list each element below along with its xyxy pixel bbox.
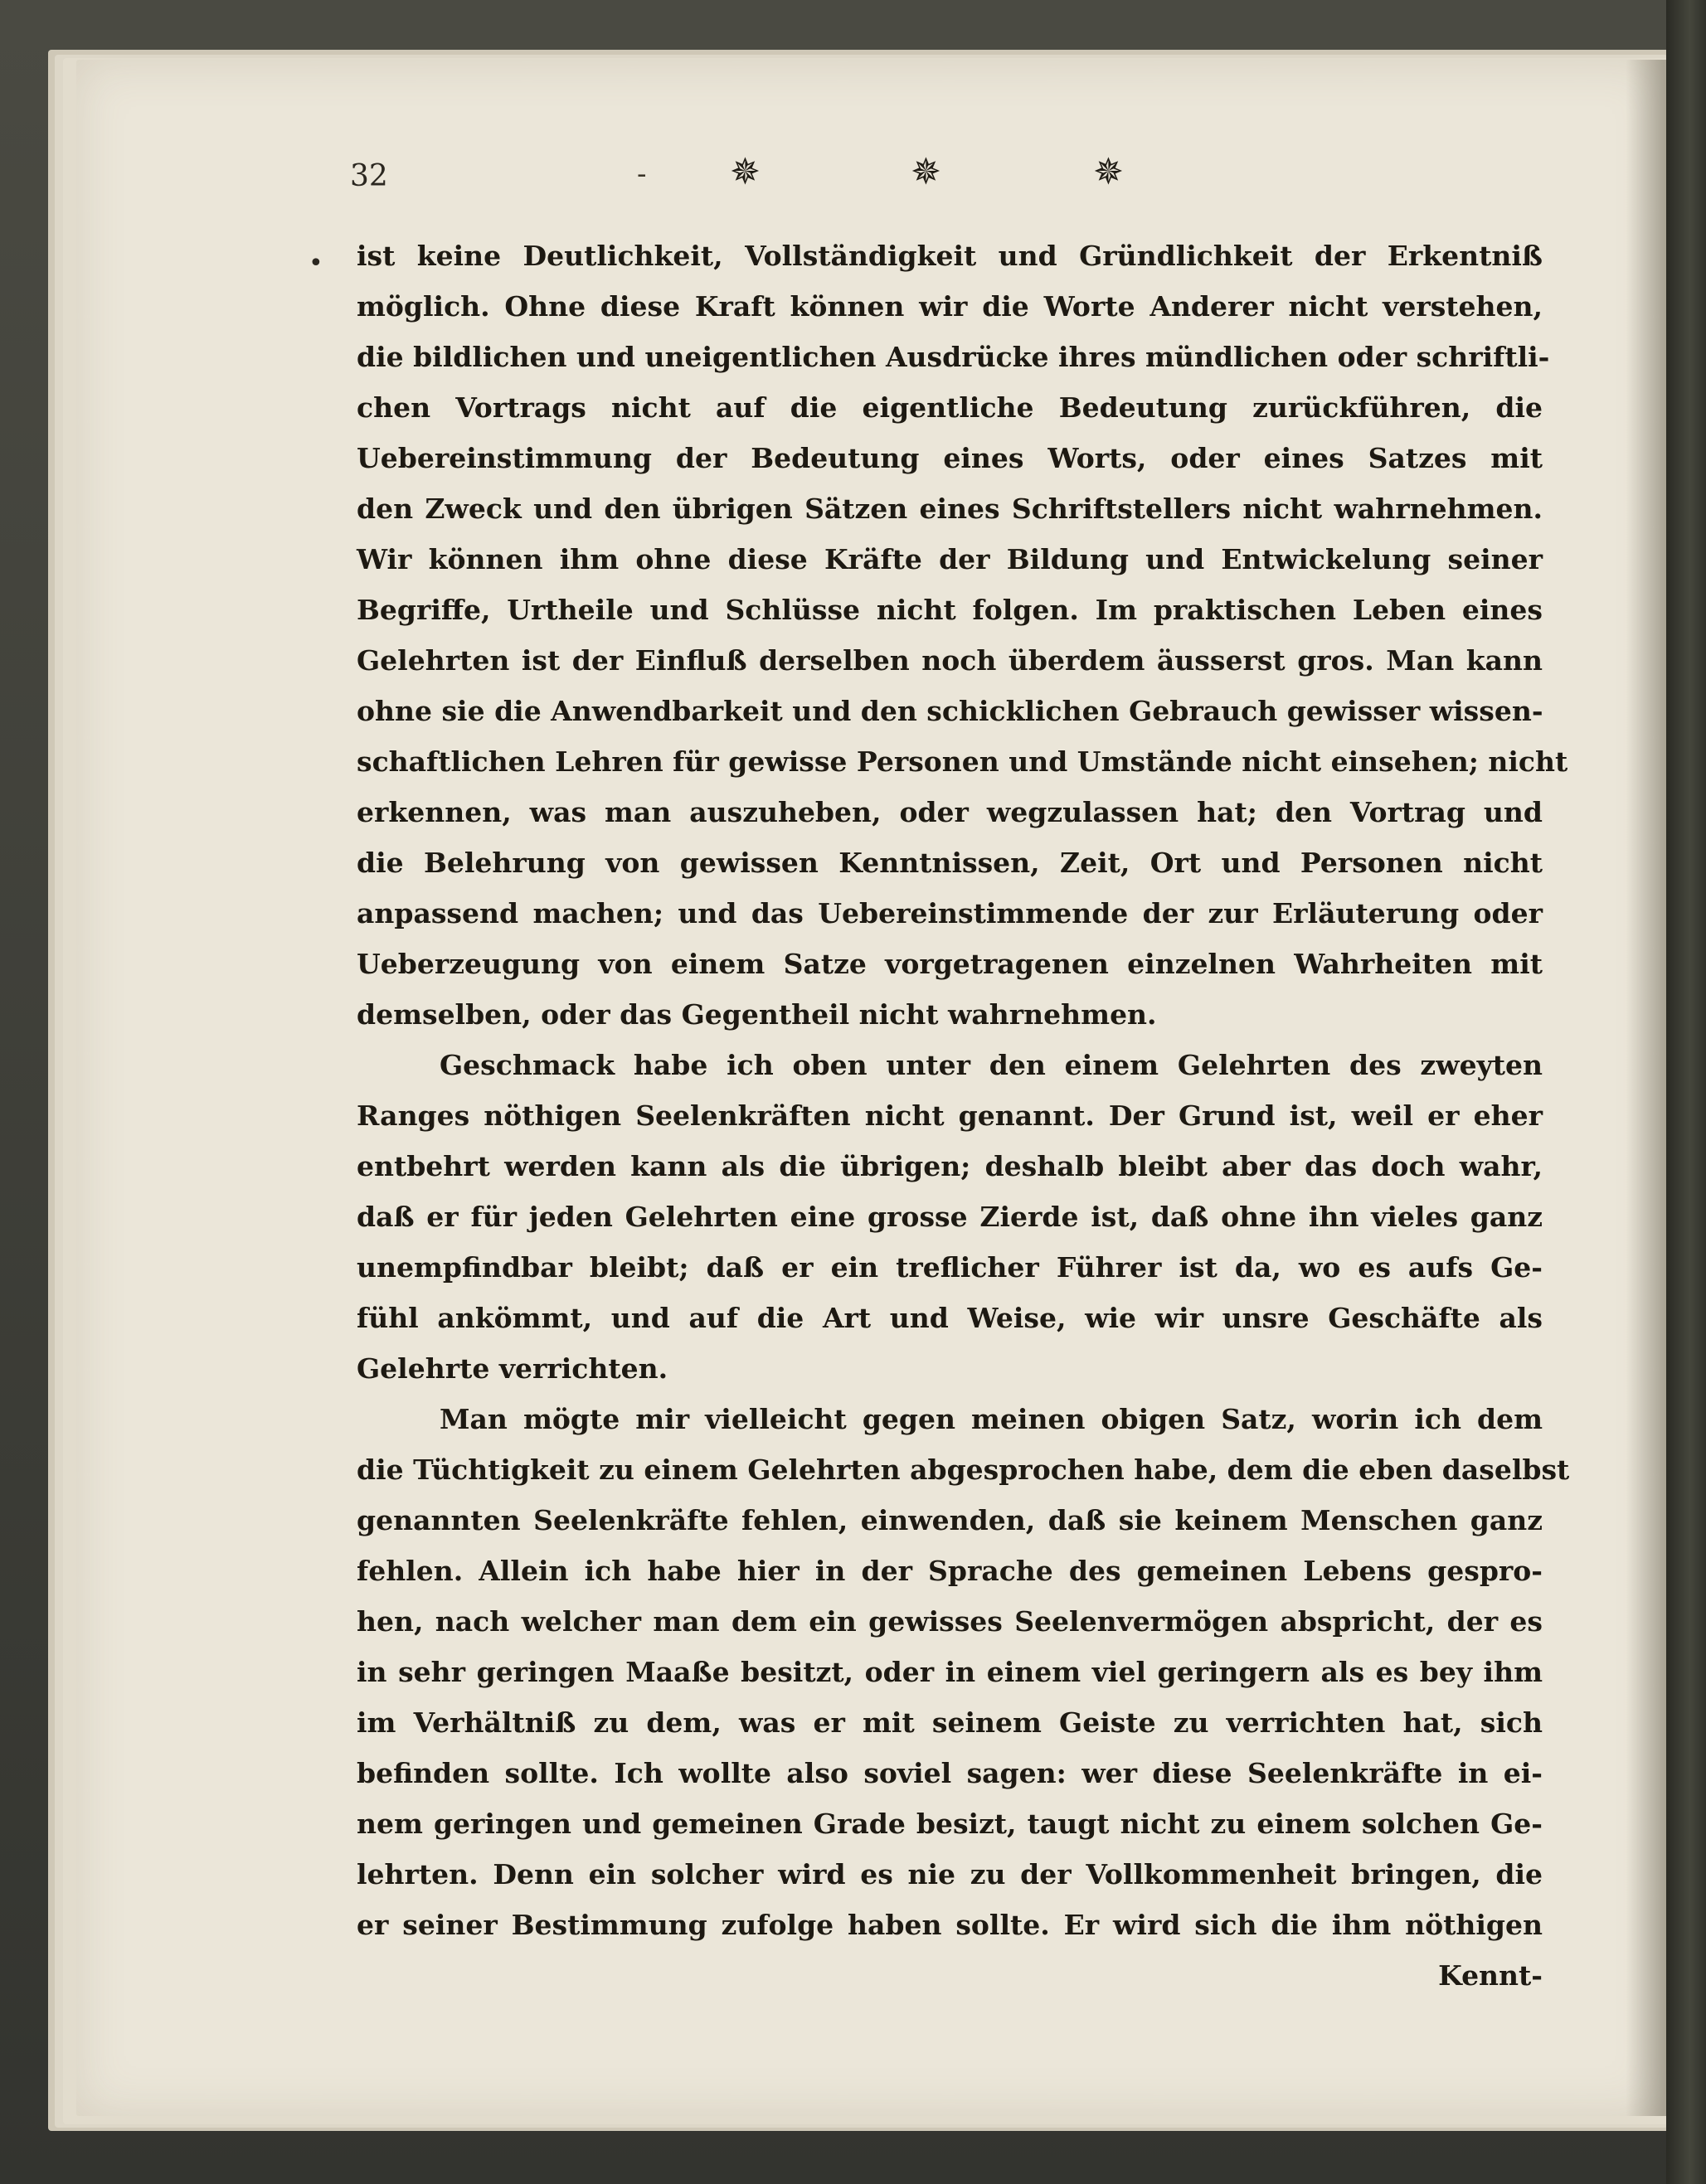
text-line: die bildlichen und uneigentlichen Ausdrücke ihres mündlichen oder schriftli- bbox=[357, 341, 1550, 373]
margin-mark: • bbox=[309, 249, 323, 278]
text-line: fühl ankömmt, und auf die Art und Weise, wie wir unsre Geschäfte als bbox=[357, 1302, 1543, 1334]
ornament-icon: ✵ bbox=[911, 151, 941, 193]
text-line: lehrten. Denn ein solcher wird es nie zu der Vollkommenheit bringen, die bbox=[357, 1858, 1543, 1890]
book-spine bbox=[1666, 0, 1706, 2184]
text-line: die Belehrung von gewissen Kenntnissen, Zeit, Ort und Personen nicht bbox=[357, 847, 1543, 879]
text-line: ohne sie die Anwendbarkeit und den schicklichen Gebrauch gewisser wissen- bbox=[357, 695, 1543, 727]
binding-shadow bbox=[1626, 60, 1666, 2116]
ornament-icon: ✵ bbox=[1093, 151, 1124, 193]
text-line: entbehrt werden kann als die übrigen; deshalb bleibt aber das doch wahr, bbox=[357, 1150, 1543, 1182]
text-line: befinden sollte. Ich wollte also soviel sagen: wer diese Seelenkräfte in ei- bbox=[357, 1757, 1543, 1789]
text-line: chen Vortrags nicht auf die eigentliche Bedeutung zurückführen, die bbox=[357, 391, 1543, 424]
text-line: daß er für jeden Gelehrten eine grosse Zierde ist, daß ohne ihn vieles ganz bbox=[357, 1201, 1543, 1233]
text-line: er seiner Bestimmung zufolge haben sollte. Er wird sich die ihm nöthigen bbox=[357, 1909, 1543, 1941]
text-line: Geschmack habe ich oben unter den einem Gelehrten des zweyten bbox=[440, 1049, 1543, 1081]
text-line: Gelehrte verrichten. bbox=[357, 1352, 668, 1385]
text-line: die Tüchtigkeit zu einem Gelehrten abgesprochen habe, dem die eben daselbst bbox=[357, 1454, 1570, 1486]
text-line: den Zweck und den übrigen Sätzen eines Schriftstellers nicht wahrnehmen. bbox=[357, 493, 1543, 525]
header-dash: - bbox=[637, 158, 647, 191]
catchword: Kennt- bbox=[1438, 1959, 1543, 1992]
text-line: anpassend machen; und das Uebereinstimmende der zur Erläuterung oder bbox=[357, 897, 1543, 929]
text-line: möglich. Ohne diese Kraft können wir die Worte Anderer nicht verstehen, bbox=[357, 290, 1543, 323]
text-line: Uebereinstimmung der Bedeutung eines Worts, oder eines Satzes mit bbox=[357, 442, 1543, 474]
text-line: genannten Seelenkräfte fehlen, einwenden, daß sie keinem Menschen ganz bbox=[357, 1504, 1543, 1536]
text-line: unempfindbar bleibt; daß er ein treflicher Führer ist da, wo es aufs Ge- bbox=[357, 1251, 1543, 1284]
page-number: 32 bbox=[350, 159, 388, 193]
text-line: erkennen, was man auszuheben, oder wegzulassen hat; den Vortrag und bbox=[357, 796, 1543, 828]
text-line: Ueberzeugung von einem Satze vorgetragenen einzelnen Wahrheiten mit bbox=[357, 948, 1543, 980]
text-line: in sehr geringen Maaße besitzt, oder in einem viel geringern als es bey ihm bbox=[357, 1656, 1543, 1688]
body-text bbox=[357, 231, 1570, 2001]
text-line: im Verhältniß zu dem, was er mit seinem Geiste zu verrichten hat, sich bbox=[357, 1706, 1543, 1739]
text-line: nem geringen und gemeinen Grade besizt, taugt nicht zu einem solchen Ge- bbox=[357, 1808, 1543, 1840]
ornament-icon: ✵ bbox=[730, 151, 761, 193]
text-line: Man mögte mir vielleicht gegen meinen obigen Satz, worin ich dem bbox=[440, 1403, 1543, 1435]
text-line: fehlen. Allein ich habe hier in der Sprache des gemeinen Lebens gespro- bbox=[357, 1555, 1543, 1587]
text-line: Ranges nöthigen Seelenkräften nicht genannt. Der Grund ist, weil er eher bbox=[357, 1099, 1543, 1132]
text-line: demselben, oder das Gegentheil nicht wahrnehmen. bbox=[357, 998, 1157, 1031]
text-line: Begriffe, Urtheile und Schlüsse nicht folgen. Im praktischen Leben eines bbox=[357, 594, 1543, 626]
text-line: schaftlichen Lehren für gewisse Personen und Umstände nicht einsehen; nicht bbox=[357, 745, 1568, 778]
text-line: Gelehrten ist der Einfluß derselben noch überdem äusserst gros. Man kann bbox=[357, 644, 1543, 677]
text-line: Wir können ihm ohne diese Kräfte der Bildung und Entwickelung seiner bbox=[357, 543, 1543, 575]
text-line: hen, nach welcher man dem ein gewisses Seelenvermögen abspricht, der es bbox=[357, 1605, 1543, 1638]
text-line: ist keine Deutlichkeit, Vollständigkeit und Gründlichkeit der Erkentniß bbox=[357, 240, 1543, 272]
